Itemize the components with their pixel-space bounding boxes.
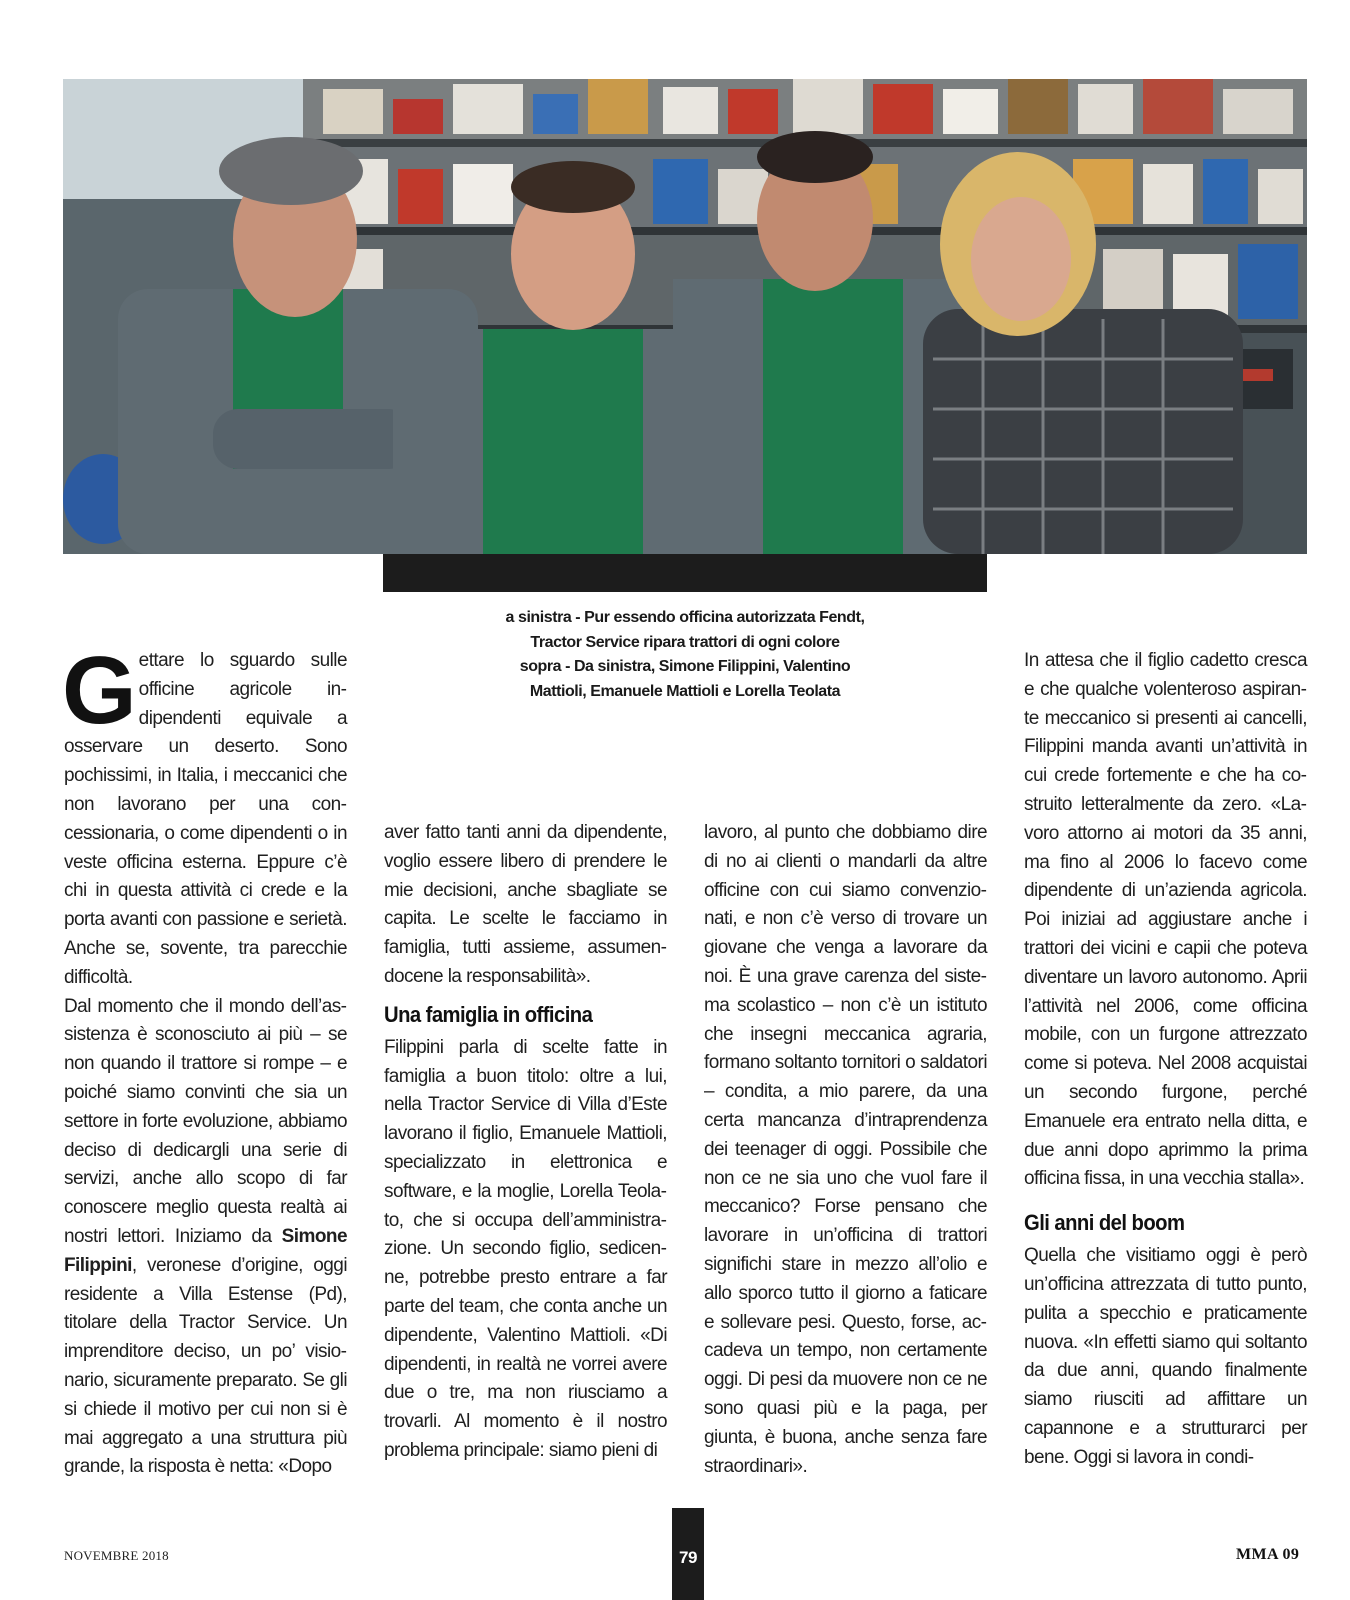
paragraph-text: Dal momento che il mondo dell’assistenza è sconosciuto ai più – se non quando il trattore si rompe – e poiché siamo convinti che sia un settore in forte evoluzione, abbiamo deciso di dedicargli una serie di servizi, anche allo scopo di far conoscere meglio questa realtà ai nostri lettori. Iniziamo da — [64, 995, 347, 1247]
paragraph: Quella che visitiamo oggi è però un’officina attrezzata di tutto punto, pulita a specchio e praticamente nuova. «In effetti siamo qui soltanto da due anni, quando finalmente siamo riusciti ad affittare un capannone e a strutturarci per bene. Oggi si lavora in condi- — [1024, 1245, 1307, 1468]
photo-illustration — [63, 79, 1307, 554]
paragraph: In attesa che il figlio cadetto cresca e che qualche volenteroso aspirante meccanico si presenti ai cancelli, Filippini manda avanti un’attività in cui crede fortemente e che ha costruito letteralmente da zero. «Lavoro attorno ai motori da 35 anni, ma fino al 2006 lo facevo come dipendente di un’azienda agricola. Poi iniziai ad aggiustare anche i trattori dei vicini e capii che poteva diventare un lavoro autonomo. Aprii l’attività nel 2006, come officina mobile, con un furgone attrezzato come si poteva. Nel 2008 acquistai un secondo furgone, perché Emanuele era entrato nella ditta, e due anni dopo aprimmo la prima officina fissa, in una vecchia stalla». — [1024, 650, 1307, 1190]
footer-magazine: MMA 09 — [1236, 1546, 1300, 1563]
paragraph-text: , veronese d’origine, oggi residente a Villa Estense (Pd), titolare della Tractor Service. Un imprenditore deciso, un po’ visionario, sicuramente preparato. Se gli si chiede il motivo per cui non si è mai aggregato a una struttura più grande, la risposta è netta: «Dopo — [64, 1254, 347, 1478]
photo-caption — [400, 606, 970, 704]
article-column-3 — [704, 819, 987, 1481]
dropcap: G — [62, 637, 133, 744]
caption-line: Mattioli, Emanuele Mattioli e Lorella Teolata — [529, 682, 841, 700]
paragraph: aver fatto tanti anni da dipendente, voglio essere libero di prendere le mie decisioni, anche sbagliate se capita. Le scelte le facciamo in famiglia, tutti assieme, assumendocene la responsabilità». — [384, 822, 667, 987]
paragraph: lavoro, al punto che dobbiamo dire di no ai clienti o mandarli da altre officine con cui siamo convenzionati, e non c’è verso di trovare un giovane che venga a lavorare da noi. È una grave carenza del sistema scolastico – non c’è un istituto che insegni meccanica agraria, formano soltanto tornitori o saldatori – condita, a mio parere, da una certa mancanza d’intraprendenza dei teenager di oggi. Possibile che non ce ne sia uno che vuol fare il meccanico? Forse pensano che lavorare in un’officina di trattori significhi stare in mezzo all’olio e allo sporco tutto il giorno a faticare e sollevare pesi. Questo, forse, accadeva un tempo, non certamente oggi. Di pesi da muovere non ce ne sono quasi più e la paga, per giunta, è buona, anche senza fare straordinari». — [704, 822, 987, 1477]
caption-line: Tractor Service ripara trattori di ogni colore — [530, 633, 840, 651]
caption-line: sopra - Da sinistra, Simone Filippini, Valentino — [519, 658, 851, 675]
paragraph: Filippini parla di scelte fatte in famiglia a buon titolo: oltre a lui, nella Tractor Service di Villa d’Este lavorano il figlio, Emanuele Mattioli, specializzato in elettronica e software, e la moglie, Lorella Teolato, che si occupa dell’amministrazione. Un secondo figlio, sedicenne, potrebbe presto entrare a far parte del team, che conta anche un dipendente, Valentino Mattioli. «Di dipendenti, in realtà ne vorrei avere due o tre, ma non riusciamo a trovarli. Al momento è il nostro problema principale: siamo pieni di — [384, 1036, 667, 1461]
article-column-1 — [62, 637, 347, 1482]
intro-paragraph — [62, 637, 347, 993]
caption-bar — [383, 554, 987, 592]
paragraph-text: ettare lo sguardo sulle officine agricole indipendenti equivale a osservare un deserto. Sono pochissimi, in Italia, i meccanici che non lavorano per una concessionaria, o come dipendenti o in veste officina esterna. Eppure c’è chi in questa attività ci crede e la porta avanti con passione e serietà. Anche se, sovente, tra parecchie difficoltà. — [64, 650, 347, 988]
person-name-bold: Simone Filippini — [64, 1225, 347, 1276]
section-heading: Gli anni del boom — [1024, 1210, 1185, 1236]
footer-date: NOVEMBRE 2018 — [64, 1548, 169, 1563]
article-column-2 — [384, 819, 667, 1466]
section-heading: Una famiglia in officina — [384, 1001, 593, 1027]
caption-line: a sinistra - Pur essendo officina autorizzata Fendt, — [505, 609, 865, 626]
paragraph — [64, 993, 347, 1483]
article-column-4 — [1024, 647, 1307, 1473]
article-photo — [63, 79, 1307, 554]
page-number: 79 — [679, 1548, 697, 1567]
